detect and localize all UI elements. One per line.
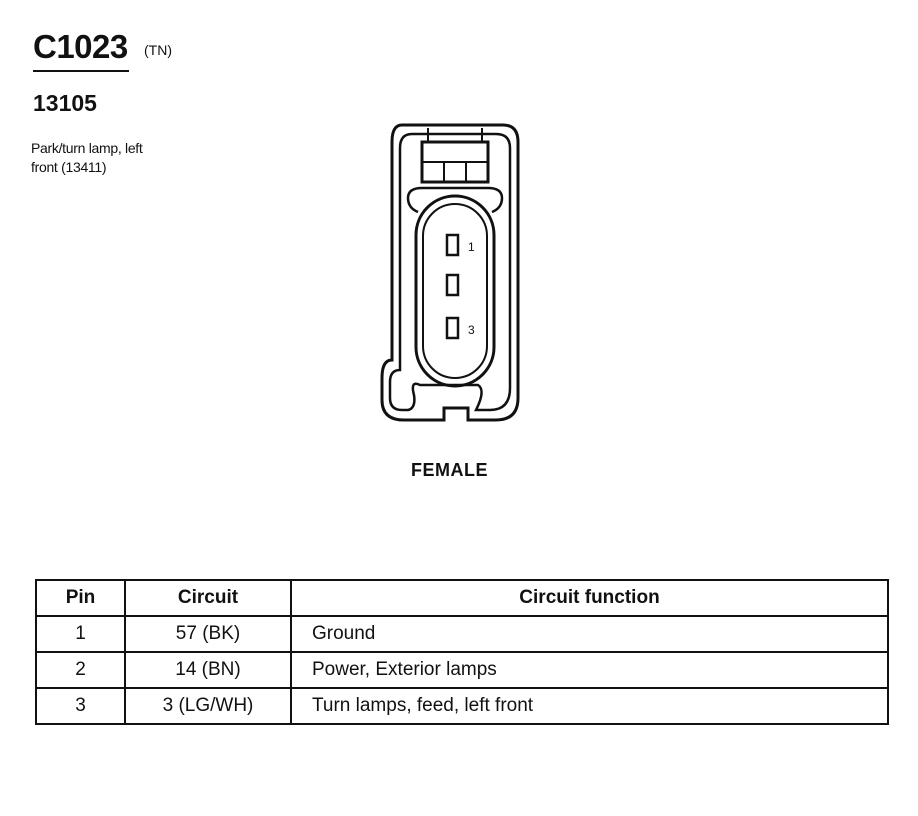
- table-row: [36, 688, 888, 724]
- cell-circuit-function: Ground: [291, 616, 888, 652]
- description-line-1: Park/turn lamp, left: [31, 140, 143, 156]
- cell-circuit: 14 (BN): [125, 652, 291, 688]
- description-line-2: front (13411): [31, 159, 107, 175]
- pin-2-terminal: [447, 275, 458, 295]
- table-row: [36, 616, 888, 652]
- table-header-row: [36, 580, 888, 616]
- connector-color-code: (TN): [144, 42, 172, 58]
- header-circuit-function: Circuit function: [291, 580, 888, 616]
- cell-pin: 1: [36, 616, 125, 652]
- cell-circuit-function: Turn lamps, feed, left front: [291, 688, 888, 724]
- pin-1-label: 1: [468, 240, 475, 254]
- connector-outer-body: [382, 125, 518, 420]
- cell-circuit: 57 (BK): [125, 616, 291, 652]
- connector-description: [31, 139, 191, 177]
- cell-pin: 2: [36, 652, 125, 688]
- connector-shoulder: [408, 188, 502, 212]
- pin-1-terminal: [447, 235, 458, 255]
- pin-cavity-housing: [416, 196, 494, 386]
- connector-gender-label: FEMALE: [411, 460, 488, 480]
- cell-circuit-function: Power, Exterior lamps: [291, 652, 888, 688]
- cell-pin: 3: [36, 688, 125, 724]
- pin-3-label: 3: [468, 323, 475, 337]
- connector-id: C1023: [33, 28, 128, 65]
- connector-face-diagram: [378, 120, 528, 430]
- table-row: [36, 652, 888, 688]
- header-circuit: Circuit: [125, 580, 291, 616]
- pin-assignment-table: [35, 579, 889, 725]
- part-number: 13105: [33, 90, 97, 116]
- pin-cavity-inner: [423, 204, 487, 378]
- connector-inner-outline: [390, 134, 510, 410]
- cell-circuit: 3 (LG/WH): [125, 688, 291, 724]
- title-underline: [33, 70, 129, 72]
- header-pin: Pin: [36, 580, 125, 616]
- pin-3-terminal: [447, 318, 458, 338]
